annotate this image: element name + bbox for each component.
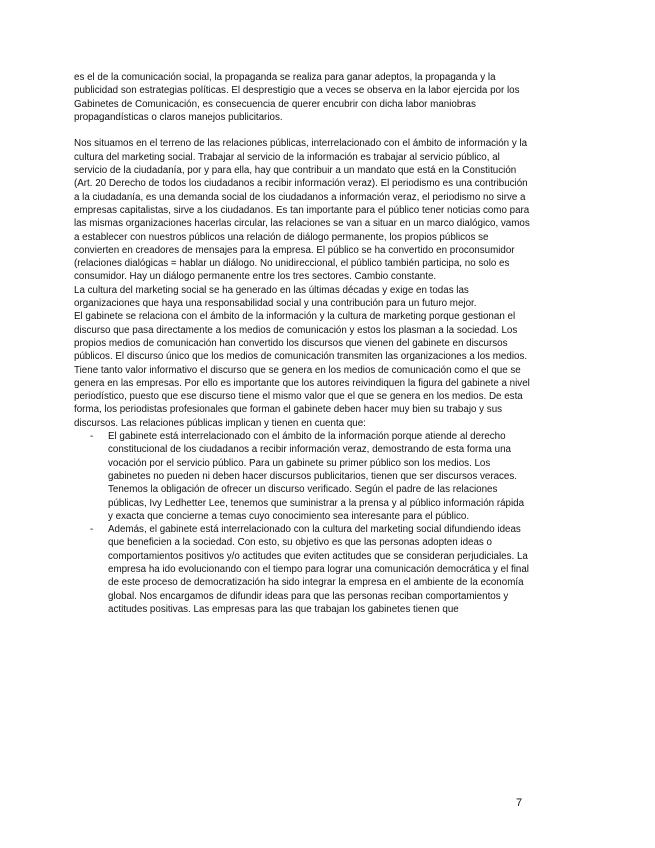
body-paragraph: La cultura del marketing social se ha generado en las últimas décadas y exige en todas las organizaciones que haya una responsabilidad social y una contribución para un futuro mejor. xyxy=(74,284,477,310)
paragraph-spacer xyxy=(74,124,530,137)
list-item-text: El gabinete está interrelacionado con el ámbito de la información porque atiende al derecho constitucional de los ciudadanos a recibir información veraz, demostrando de esta forma una vocación por el servicio público. Para un gabinete su primer público son los medios. Los gabinetes no pueden ni deben hacer discursos publicitarios, tienen que ser discursos veraces. Tenemos la obligación de ofrecer un discurso verificado. Según el padre de las relaciones públicas, Ivy Ledhetter Lee, tenemos que suministrar a la prensa y al público información rápida y exacta que concierne a temas cuyo conocimiento sea interesante para el público. xyxy=(108,431,525,522)
list-item-text: Además, el gabinete está interrelacionado con la cultura del marketing social difundiendo ideas que beneficien a la sociedad. Con esto, su objetivo es que las personas adopten ideas o comportamientos positivos y/o actitudes que eviten actitudes que se consideran perjudiciales. La empresa ha ido evolucionando con el tiempo para lograr una comunicación democrática y el final de este proceso de democratización ha sido integrar la empresa en el ambiente de la economía global. Nos encargamos de difundir ideas para que las personas reciban comportamientos y actitudes positivas. Las empresas para las que trabajan los gabinetes tienen que xyxy=(108,524,529,615)
bullet-dash: - xyxy=(90,524,94,536)
intro-paragraph: es el de la comunicación social, la propaganda se realiza para ganar adeptos, la propaganda y la publicidad son estrategias políticas. El desprestigio que a veces se observa en la labor ejercida por los Gabinetes de Comunicación, es consecuencia de querer encubrir con dicha labor maniobras propagandísticas o claros manejos publicitarios. xyxy=(74,72,520,123)
body-paragraph: El gabinete se relaciona con el ámbito de la información y la cultura de marketing porque gestionan el discurso que pasa directamente a los medios de comunicación y estos los plasman a la sociedad. Los propios medios de comunicación han convertido los discursos que vienen del gabinete en discursos públicos. El discurso único que los medios de comunicación transmiten las organizaciones a los medios. Tiene tanto valor informativo el discurso que se genera en los medios de comunicación como el que se genera en las empresas. Por ello es importante que los autores reivindiquen la figura del gabinete a nivel periodístico, puesto que ese discurso tiene el mismo valor que el que se genera en los medios. De esta forma, los periodistas profesionales que forman el gabinete deben hacer muy bien su trabajo y sus discursos. Las relaciones públicas implican y tienen en cuenta que: xyxy=(74,311,530,429)
list-item xyxy=(74,523,530,616)
page-number: 7 xyxy=(516,797,523,809)
bullet-list xyxy=(74,430,530,616)
body-paragraph: Nos situamos en el terreno de las relaciones públicas, interrelacionado con el ámbito de información y la cultura del marketing social. Trabajar al servicio de la información es trabajar al servicio público, al servicio de la ciudadanía, por y para ella, hay que contribuir a un mandato que está en la Constitución (Art. 20 Derecho de todos los ciudadanos a recibir información veraz). El periodismo es una contribución a la ciudadanía, es una demanda social de los ciudadanos a información veraz, el periodismo no sirve a empresas capitalistas, sirve a los ciudadanos. Es tan importante para el público tener noticias como para las mismas organizaciones hacerlas circular, las relaciones se van a situar en un marco dialógico, vamos a establecer con nuestros públicos una relación de diálogo permanente, los propios públicos se convierten en creadores de mensajes para la empresa. El público se ha convertido en proconsumidor (relaciones dialógicas = hablar un diálogo. No unidireccional, el público también participa, no solo es consumidor. Hay un diálogo permanente entre los tres sectores. Cambio constante. xyxy=(74,138,530,283)
document-body xyxy=(74,71,530,616)
bullet-dash: - xyxy=(90,431,94,443)
list-item xyxy=(74,430,530,523)
